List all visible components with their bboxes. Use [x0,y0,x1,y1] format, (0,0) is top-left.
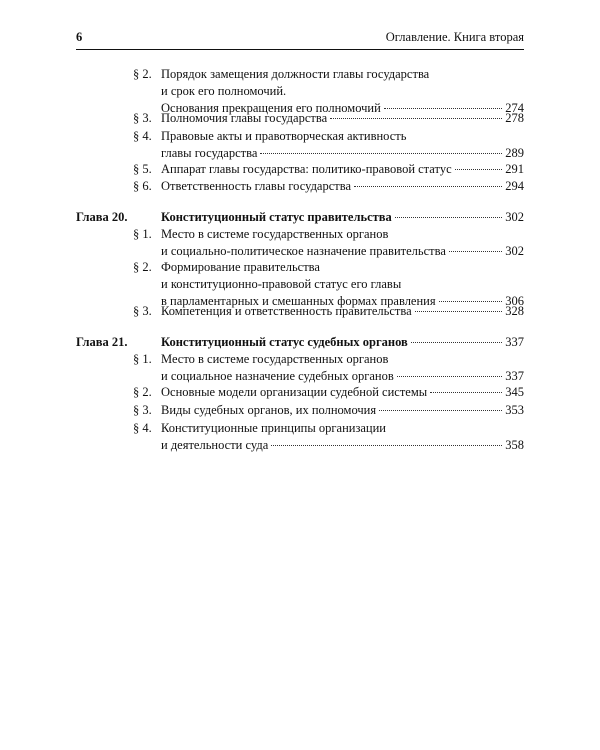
entry-title-line: Полномочия главы государства [161,111,328,125]
entry-title-line: Место в системе государственных органов [161,227,389,241]
chapter-title: Конституционный статус судебных органов [161,335,408,349]
entry-title-line: и срок его полномочий. [161,84,287,98]
entry-title-line: Основные модели организации судебной системы [161,385,428,399]
chapter-number: Глава 20. [76,210,128,224]
section-number: § 3. [133,111,152,125]
page-ref: 358 [505,438,524,452]
dot-leader [397,376,503,377]
entry-title-line: Виды судебных органов, их полномочия [161,403,377,417]
entry-title-line: главы государства [161,146,258,160]
entry-title-line: Аппарат главы государства: политико-правовой статус [161,162,452,176]
page-ref: 289 [505,146,524,160]
chapter-title: Конституционный статус правительства [161,210,392,224]
section-number: § 3. [133,403,152,417]
chapter-number: Глава 21. [76,335,128,349]
dot-leader [449,251,502,252]
dot-leader [271,445,502,446]
dot-leader [354,186,502,187]
header-rule [76,49,524,50]
page-ref: 274 [505,101,524,115]
dot-leader [260,153,502,154]
section-number: § 2. [133,260,152,274]
entry-title-line: Конституционные принципы организации [161,421,386,435]
dot-leader [439,301,503,302]
page-ref: 306 [505,294,524,308]
section-number: § 4. [133,129,152,143]
entry-title-line: и социальное назначение судебных органов [161,369,394,383]
entry-title-line: Формирование правительства [161,260,320,274]
page-ref: 328 [505,304,524,318]
dot-leader [415,311,503,312]
entry-title-line: Правовые акты и правотворческая активность [161,129,407,143]
entry-title-line: в парламентарных и смешанных формах правления [161,294,436,308]
page-ref: 294 [505,179,524,193]
page-ref: 337 [505,335,524,349]
section-number: § 6. [133,179,152,193]
entry-title-line: Порядок замещения должности главы государства [161,67,430,81]
section-number: § 1. [133,227,152,241]
page-ref: 337 [505,369,524,383]
dot-leader [330,118,502,119]
running-header-title: Оглавление. Книга вторая [385,30,524,44]
page-ref: 278 [505,111,524,125]
entry-title-line: Компетенция и ответственность правительства [161,304,412,318]
dot-leader [384,108,502,109]
entry-title-line: и деятельности суда [161,438,269,452]
section-number: § 2. [133,67,152,81]
section-number: § 5. [133,162,152,176]
dot-leader [395,217,502,218]
entry-title-line: Ответственность главы государства [161,179,352,193]
dot-leader [455,169,503,170]
entry-title-line: и социально-политическое назначение правительства [161,244,446,258]
page-ref: 291 [505,162,524,176]
entry-title-line: и конституционно-правовой статус его главы [161,277,402,291]
section-number: § 3. [133,304,152,318]
dot-leader [411,342,502,343]
dot-leader [379,410,502,411]
page-ref: 302 [505,244,524,258]
page-ref: 345 [505,385,524,399]
section-number: § 1. [133,352,152,366]
entry-title-line: Место в системе государственных органов [161,352,389,366]
section-number: § 4. [133,421,152,435]
entry-title-line: Основания прекращения его полномочий [161,101,381,115]
dot-leader [430,392,502,393]
section-number: § 2. [133,385,152,399]
page-number: 6 [76,30,83,44]
page-ref: 353 [505,403,524,417]
page-ref: 302 [505,210,524,224]
